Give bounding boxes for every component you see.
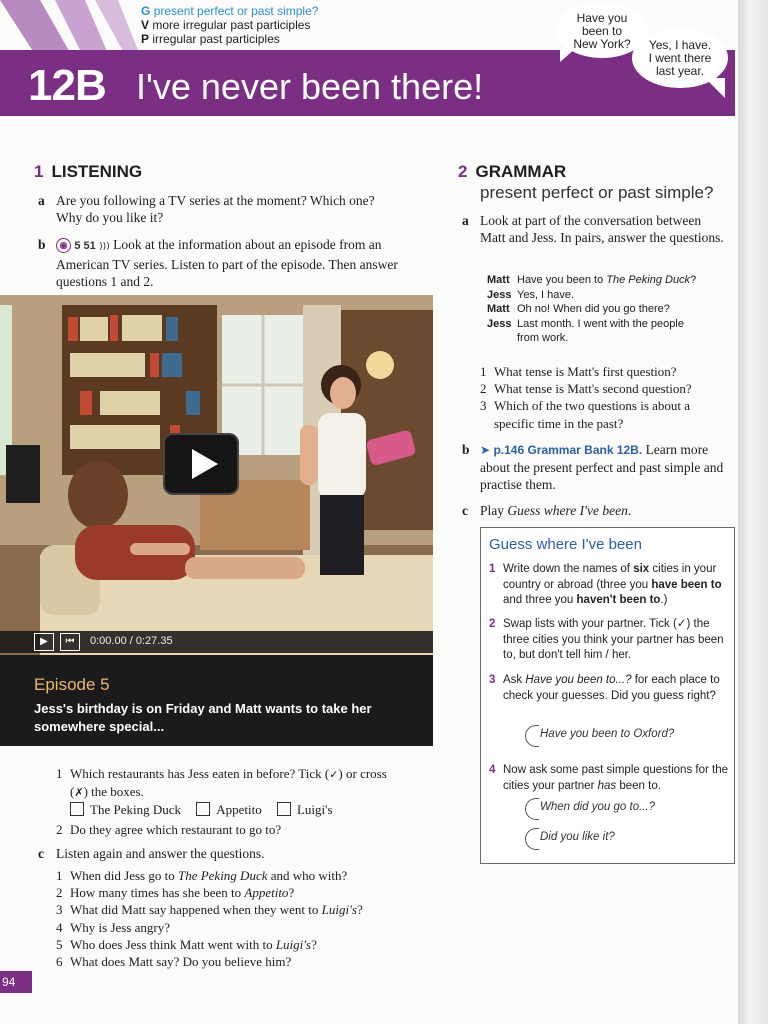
question-item: 2 What tense is Matt's second question? bbox=[480, 381, 692, 397]
question-item: 2 How many times has she been to Appetito? bbox=[56, 885, 295, 901]
question-item: 1 Which restaurants has Jess eaten in before? Tick (✓) or cross (✗) the boxes. bbox=[56, 766, 387, 800]
dialogue-line: Jess Yes, I have. bbox=[487, 288, 575, 301]
listening-b: b ◉ 5 51 ))) Look at the information about an episode from an American TV series. Listen to part of the episode. Then answer questions 1 and 2. bbox=[38, 237, 398, 289]
unit-topics bbox=[141, 4, 318, 46]
dialogue-excerpt bbox=[487, 273, 727, 346]
page-edge-shadow bbox=[738, 0, 768, 1024]
dialogue-line: Jess Last month. I went with the people from work. bbox=[487, 317, 684, 344]
game-instructions-box bbox=[480, 527, 735, 864]
question-item: 3 Which of the two questions is about a specific time in the past? bbox=[480, 398, 691, 431]
question-item: 2 Do they agree which restaurant to go to? bbox=[56, 822, 282, 837]
arrow-icon: ➤ bbox=[480, 443, 491, 457]
unit-number: 12B bbox=[28, 61, 106, 110]
example-question: Did you like it? bbox=[540, 831, 615, 843]
question-item: 5 Who does Jess think Matt went with to Luigi's? bbox=[56, 936, 317, 952]
grammar-a: a Look at part of the conversation between Matt and Jess. In pairs, answer the questions. bbox=[462, 213, 724, 245]
checkbox-luigis[interactable] bbox=[277, 802, 291, 816]
speech-mark-icon bbox=[525, 798, 539, 820]
page-number: 94 bbox=[0, 971, 32, 993]
rewind-icon[interactable]: ⏮ bbox=[60, 633, 80, 651]
audio-icon[interactable]: ◉ bbox=[56, 238, 71, 253]
dialogue-line: Matt Oh no! When did you go there? bbox=[487, 303, 670, 315]
topic-grammar: G present perfect or past simple? bbox=[141, 4, 319, 18]
game-step: 3 Ask Have you been to...? for each place to check your guesses. Did you guess right? bbox=[489, 674, 720, 702]
question-item: 4 Why is Jess angry? bbox=[56, 919, 171, 935]
checkbox-peking-duck[interactable] bbox=[70, 802, 84, 816]
listening-c-questions bbox=[56, 867, 416, 970]
listening-b-question-2 bbox=[56, 821, 406, 838]
dialogue-line: Matt Have you been to The Peking Duck? bbox=[487, 274, 697, 286]
audio-wave-icon: ))) bbox=[99, 242, 110, 252]
play-video-button[interactable] bbox=[163, 433, 239, 495]
example-question: When did you go to...? bbox=[540, 801, 656, 813]
speech-bubble-answer: Yes, I have. I went there last year. bbox=[632, 28, 728, 88]
video-player bbox=[0, 295, 433, 746]
grammar-b: b ➤ p.146 Grammar Bank 12B. Learn more about the present perfect and past simple and practise them. bbox=[462, 442, 724, 492]
topic-vocabulary: V more irregular past participles bbox=[141, 18, 311, 32]
game-step: 4 Now ask some past simple questions for the cities your partner has been to. bbox=[489, 764, 728, 792]
game-step: 1 Write down the names of six cities in your country or abroad (three you have been to and three you haven't been to.) bbox=[489, 563, 722, 606]
episode-description: Jess's birthday is on Friday and Matt wants to take her somewhere special... bbox=[34, 701, 372, 734]
game-step: 2 Swap lists with your partner. Tick (✓) the three cities you think your partner has been to, but don't tell him / her. bbox=[489, 618, 724, 661]
episode-title: Episode 5 bbox=[34, 675, 110, 694]
game-title: Guess where I've been bbox=[489, 536, 642, 553]
checkbox-appetito[interactable] bbox=[196, 802, 210, 816]
speech-mark-icon bbox=[525, 828, 539, 850]
grammar-bank-link[interactable]: p.146 Grammar Bank 12B. bbox=[493, 443, 643, 457]
video-timecode: 0:00.00 / 0:27.35 bbox=[90, 635, 173, 647]
speech-bubble-tail bbox=[705, 78, 725, 98]
topic-pronunciation: P irregular past participles bbox=[141, 32, 280, 46]
grammar-c: c Play Guess where I've been. bbox=[462, 503, 632, 518]
play-icon[interactable]: ▶ bbox=[34, 633, 54, 651]
grammar-questions bbox=[480, 363, 730, 432]
video-controls-bar bbox=[0, 631, 433, 653]
speech-mark-icon bbox=[525, 725, 539, 747]
example-question: Have you been to Oxford? bbox=[540, 728, 675, 740]
speech-bubble-question: Have you been to New York? bbox=[556, 2, 648, 58]
grammar-subheading: present perfect or past simple? bbox=[480, 183, 714, 202]
question-item: 3 What did Matt say happened when they went to Luigi's? bbox=[56, 902, 363, 918]
audio-track-id[interactable]: 5 51 bbox=[74, 240, 96, 252]
restaurant-checkboxes: The Peking Duck Appetito Luigi's bbox=[70, 801, 345, 818]
listening-b-questions bbox=[56, 765, 406, 801]
question-item: 1 When did Jess go to The Peking Duck and who with? bbox=[56, 868, 348, 883]
page-title: I've never been there! bbox=[136, 66, 484, 107]
section-heading-listening: 1 LISTENING bbox=[34, 162, 143, 181]
question-item: 6 What does Matt say? Do you believe him? bbox=[56, 954, 292, 970]
listening-a: a Are you following a TV series at the moment? Which one? Why do you like it? bbox=[38, 193, 375, 225]
question-item: 1 What tense is Matt's first question? bbox=[480, 364, 677, 379]
speech-bubble-tail bbox=[560, 48, 576, 62]
section-heading-grammar: 2 GRAMMAR bbox=[458, 162, 567, 181]
listening-c: c Listen again and answer the questions. bbox=[38, 846, 265, 861]
